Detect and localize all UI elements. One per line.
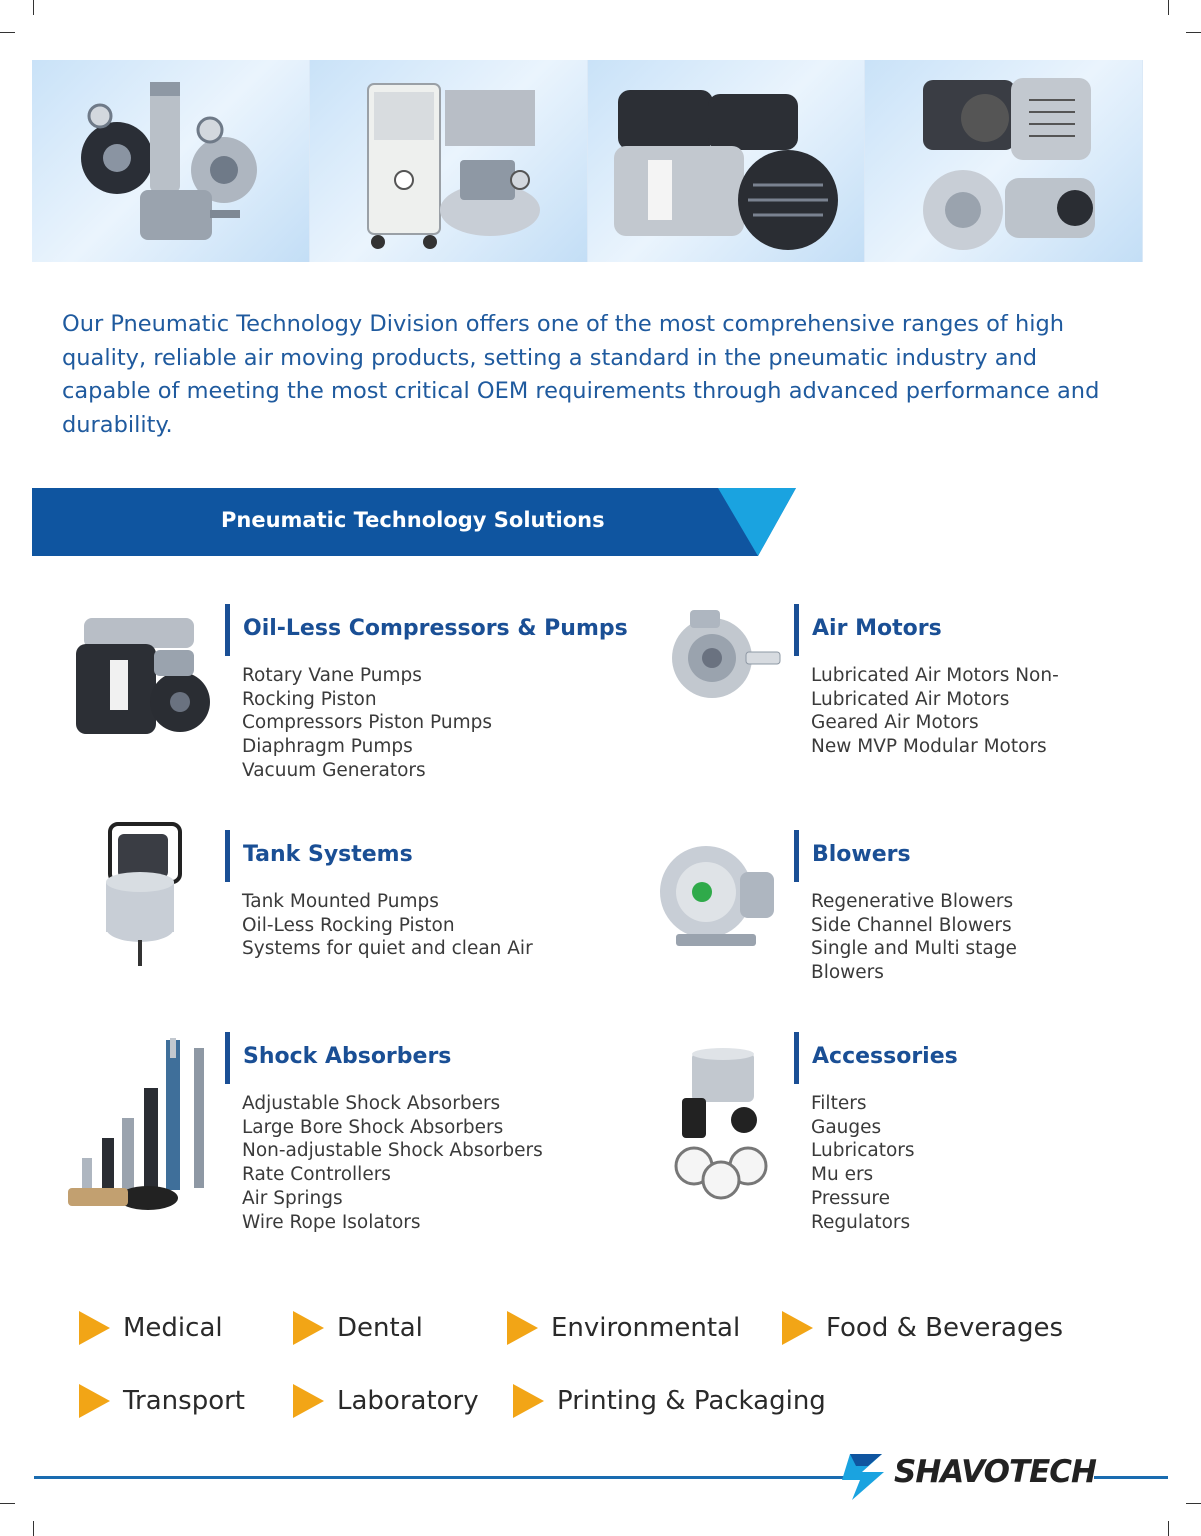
category-title: Air Motors bbox=[812, 616, 942, 641]
tank-system-image bbox=[98, 820, 188, 970]
crop-mark bbox=[1186, 1503, 1201, 1504]
category-title: Tank Systems bbox=[243, 842, 413, 867]
list-item: Diaphragm Pumps bbox=[242, 736, 413, 758]
category-item-list bbox=[811, 1092, 915, 1234]
industry-medical bbox=[79, 1308, 223, 1348]
logo-wordmark bbox=[894, 1454, 1096, 1490]
list-item: Wire Rope Isolators bbox=[242, 1211, 421, 1233]
list-item: Filters bbox=[811, 1093, 867, 1114]
list-item: Rate Controllers bbox=[242, 1164, 391, 1186]
hero-image-strip bbox=[32, 60, 1143, 262]
list-item: Lubricated Air Motors bbox=[811, 688, 1010, 710]
hero-panel-air-motors bbox=[32, 60, 310, 262]
section-banner bbox=[32, 488, 796, 556]
crop-mark bbox=[33, 1521, 34, 1536]
intro-paragraph: Our Pneumatic Technology Division offers one of the most comprehensive ranges of high quality, reliable air moving products, setting a standard in the pneumatic industry and capable of meeting the most critical OEM requirements through advanced performance and durability. bbox=[62, 311, 1100, 438]
list-item: Rotary Vane Pumps bbox=[242, 665, 422, 686]
category-accent-bar bbox=[794, 830, 799, 882]
list-item: Regenerative Blowers bbox=[811, 891, 1014, 912]
shock-absorber-image bbox=[66, 1038, 216, 1218]
category-item-list bbox=[242, 890, 533, 961]
category-item-list bbox=[811, 890, 1017, 985]
footer-divider bbox=[34, 1476, 844, 1479]
list-item: Vacuum Generators bbox=[242, 759, 426, 781]
industry-label: Dental bbox=[337, 1313, 423, 1343]
category-title: Shock Absorbers bbox=[243, 1044, 452, 1069]
list-item: Regulators bbox=[811, 1211, 911, 1233]
category-title: Accessories bbox=[812, 1044, 958, 1069]
crop-mark bbox=[1168, 0, 1169, 15]
list-item: Lubricated Air Motors Non- bbox=[811, 665, 1059, 686]
list-item: Side Channel Blowers bbox=[811, 914, 1012, 936]
compressor-illustration bbox=[588, 60, 865, 262]
play-arrow-icon bbox=[513, 1384, 544, 1418]
crop-mark bbox=[0, 32, 15, 33]
pumps-blowers-illustration bbox=[865, 60, 1143, 262]
list-item: Oil-Less Rocking Piston bbox=[242, 914, 455, 936]
list-item: Adjustable Shock Absorbers bbox=[242, 1093, 501, 1114]
list-item: Rocking Piston bbox=[242, 688, 377, 710]
hero-panel-pumps-blowers bbox=[865, 60, 1143, 262]
play-arrow-icon bbox=[293, 1384, 324, 1418]
list-item: Tank Mounted Pumps bbox=[242, 891, 439, 912]
list-item: Single and Multi stage bbox=[811, 938, 1017, 960]
industry-label: Food & Beverages bbox=[826, 1313, 1064, 1343]
category-item-list bbox=[242, 664, 492, 783]
list-item: Compressors Piston Pumps bbox=[242, 712, 492, 734]
accessories-image bbox=[672, 1048, 772, 1208]
industry-food-beverages bbox=[782, 1308, 1063, 1348]
shavotech-logo bbox=[838, 1450, 1098, 1502]
logo-s-mark-icon bbox=[838, 1450, 890, 1502]
footer-divider bbox=[1094, 1476, 1168, 1479]
compressor-pump-image bbox=[70, 610, 210, 740]
logo-part-shavo: SHAVO bbox=[894, 1454, 1009, 1490]
industry-label: Printing & Packaging bbox=[557, 1386, 826, 1416]
list-item: Pressure bbox=[811, 1187, 890, 1209]
play-arrow-icon bbox=[507, 1311, 538, 1345]
list-item: Geared Air Motors bbox=[811, 712, 979, 734]
crop-mark bbox=[1168, 1521, 1169, 1536]
play-arrow-icon bbox=[79, 1384, 110, 1418]
play-arrow-icon bbox=[293, 1311, 324, 1345]
industry-environmental bbox=[507, 1308, 740, 1348]
crop-mark bbox=[1186, 32, 1201, 33]
blower-image bbox=[656, 834, 776, 954]
category-item-list bbox=[242, 1092, 543, 1234]
industry-printing-packaging bbox=[513, 1381, 826, 1421]
list-item: Large Bore Shock Absorbers bbox=[242, 1116, 504, 1138]
industry-transport bbox=[79, 1381, 245, 1421]
crop-mark bbox=[33, 0, 34, 15]
hero-panel-tank-systems bbox=[310, 60, 588, 262]
industry-label: Environmental bbox=[551, 1313, 741, 1343]
air-motor-image bbox=[660, 606, 786, 706]
list-item: New MVP Modular Motors bbox=[811, 736, 1047, 758]
industry-label: Transport bbox=[123, 1386, 246, 1416]
list-item: Blowers bbox=[811, 962, 884, 984]
list-item: Lubricators bbox=[811, 1140, 915, 1162]
list-item: Gauges bbox=[811, 1116, 882, 1138]
industry-dental bbox=[293, 1308, 423, 1348]
category-accent-bar bbox=[225, 830, 230, 882]
industry-label: Laboratory bbox=[337, 1386, 479, 1416]
industry-laboratory bbox=[293, 1381, 479, 1421]
category-accent-bar bbox=[794, 604, 799, 656]
list-item: Non-adjustable Shock Absorbers bbox=[242, 1140, 543, 1162]
tank-systems-illustration bbox=[310, 60, 587, 262]
play-arrow-icon bbox=[79, 1311, 110, 1345]
hero-panel-compressor bbox=[588, 60, 866, 262]
category-title: Oil-Less Compressors & Pumps bbox=[243, 616, 628, 641]
list-item: Air Springs bbox=[242, 1187, 343, 1209]
crop-mark bbox=[0, 1503, 15, 1504]
category-title: Blowers bbox=[812, 842, 911, 867]
category-accent-bar bbox=[225, 1032, 230, 1084]
list-item: Systems for quiet and clean Air bbox=[242, 938, 533, 960]
air-motors-illustration bbox=[32, 60, 309, 262]
industry-label: Medical bbox=[123, 1313, 223, 1343]
category-item-list bbox=[811, 664, 1059, 759]
banner-title: Pneumatic Technology Solutions bbox=[221, 508, 605, 532]
category-accent-bar bbox=[794, 1032, 799, 1084]
play-arrow-icon bbox=[782, 1311, 813, 1345]
category-accent-bar bbox=[225, 604, 230, 656]
list-item: Mu ers bbox=[811, 1164, 874, 1186]
logo-part-tech: TECH bbox=[1008, 1454, 1096, 1490]
